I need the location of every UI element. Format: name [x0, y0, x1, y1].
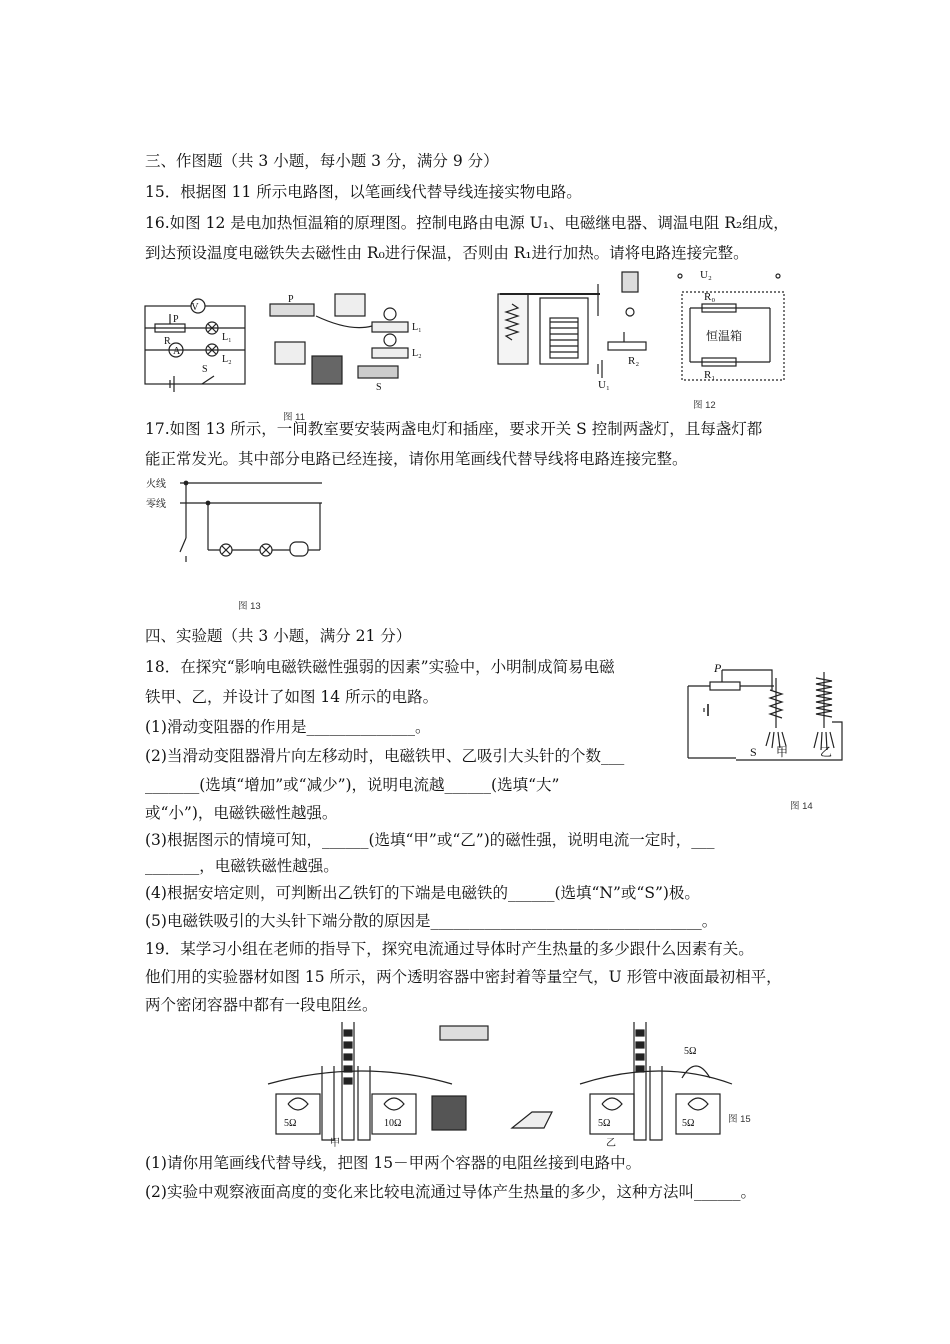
- question-19-line3: 两个密闭容器中都有一段电阻丝。: [145, 996, 378, 1014]
- figure-12: [490, 268, 790, 391]
- svg-text:R: R: [164, 336, 171, 347]
- svg-text:A: A: [173, 346, 181, 357]
- figure-13: [140, 470, 340, 570]
- figure-15-resistor-jia-left: 5Ω: [284, 1118, 297, 1129]
- figure-12-box-label: 恒温箱: [706, 329, 743, 343]
- question-18-part4: (4)根据安培定则，可判断出乙铁钉的下端是电磁铁的______(选填“N”或“S”)极。: [145, 884, 700, 902]
- figure-14: [684, 660, 844, 768]
- svg-text:L₁: L₁: [412, 322, 422, 333]
- question-18-part3a: (3)根据图示的情境可知，______(选填“甲”或“乙”)的磁性强，说明电流一定时，___: [145, 831, 715, 849]
- figure-11: [140, 292, 420, 392]
- figure-13-caption: 图 13: [238, 601, 261, 612]
- svg-text:L₂: L₂: [222, 354, 232, 365]
- question-19-part2: (2)实验中观察液面高度的变化来比较电流通过导体产生热量的多少，这种方法叫______。: [145, 1183, 756, 1201]
- question-19-part1: (1)请你用笔画线代替导线，把图 15－甲两个容器的电阻丝接到电路中。: [145, 1154, 642, 1172]
- section3-heading: 三、作图题（共 3 小题，每小题 3 分，满分 9 分）: [145, 152, 499, 170]
- svg-text:R₂: R₂: [628, 355, 640, 367]
- figure-15-resistor-yi-left: 5Ω: [598, 1118, 611, 1129]
- figure-14-label-jia: 甲: [776, 745, 789, 759]
- figure-15-label-jia: 甲: [330, 1138, 340, 1149]
- svg-text:S: S: [376, 382, 382, 393]
- question-18-part1: (1)滑动变阻器的作用是______________。: [145, 718, 431, 736]
- svg-text:R₁: R₁: [704, 369, 716, 381]
- svg-text:R₀: R₀: [704, 291, 716, 303]
- question-18-line2: 铁甲、乙，并设计了如图 14 所示的电路。: [145, 688, 439, 706]
- figure-15-resistor-yi-external: 5Ω: [684, 1046, 697, 1057]
- question-18-part5: (5)电磁铁吸引的大头针下端分散的原因是___________________________________。: [145, 912, 718, 930]
- question-16-line2: 到达预设温度电磁铁失去磁性由 R₀进行保温，否则由 R₁进行加热。请将电路连接完整。: [145, 244, 749, 262]
- svg-text:U₂: U₂: [700, 269, 712, 281]
- figure-12-caption: 图 12: [693, 400, 716, 411]
- svg-text:L₂: L₂: [412, 348, 422, 359]
- question-18-part2b: _______(选填“增加”或“减少”)，说明电流越______(选填“大”: [145, 776, 560, 794]
- svg-text:U₁: U₁: [598, 379, 610, 391]
- figure-13-neutral-label: 零线: [146, 499, 166, 510]
- question-19-line1: 19．某学习小组在老师的指导下，探究电流通过导体时产生热量的多少跟什么因素有关。: [145, 940, 754, 958]
- figure-15-label-yi: 乙: [606, 1138, 616, 1149]
- figure-14-label-yi: 乙: [820, 745, 833, 759]
- svg-text:S: S: [750, 745, 757, 759]
- question-18-part2a: (2)当滑动变阻器滑片向左移动时，电磁铁甲、乙吸引大头针的个数___: [145, 747, 625, 765]
- svg-text:P: P: [173, 314, 179, 325]
- figure-15-caption: 图 15: [728, 1114, 751, 1125]
- figure-15-resistor-jia-right: 10Ω: [384, 1118, 402, 1129]
- figure-15: [262, 1018, 732, 1148]
- svg-text:P: P: [288, 294, 294, 305]
- question-16-line1: 16.如图 12 是电加热恒温箱的原理图。控制电路由电源 U₁、电磁继电器、调温电阻 R₂组成，: [145, 214, 789, 232]
- question-17-line2: 能正常发光。其中部分电路已经连接，请你用笔画线代替导线将电路连接完整。: [145, 450, 688, 468]
- question-18-line1: 18．在探究“影响电磁铁磁性强弱的因素”实验中，小明制成简易电磁: [145, 658, 615, 676]
- svg-text:P: P: [714, 661, 722, 675]
- figure-11-caption: 图 11: [283, 412, 306, 423]
- question-18-part3b: _______，电磁铁磁性越强。: [145, 857, 339, 875]
- figure-14-caption: 图 14: [790, 801, 813, 812]
- question-18-part2c: 或“小”)，电磁铁磁性越强。: [145, 804, 338, 822]
- question-15: 15．根据图 11 所示电路图，以笔画线代替导线连接实物电路。: [145, 183, 582, 201]
- svg-text:S: S: [202, 364, 208, 375]
- section4-heading: 四、实验题（共 3 小题，满分 21 分）: [145, 627, 412, 645]
- svg-text:L₁: L₁: [222, 332, 232, 343]
- question-19-line2: 他们用的实验器材如图 15 所示，两个透明容器中密封着等量空气，U 形管中液面最初相平，: [145, 968, 782, 986]
- question-17-line1: 17.如图 13 所示，一间教室要安装两盏电灯和插座，要求开关 S 控制两盏灯，且每盏灯都: [145, 420, 763, 438]
- figure-15-resistor-yi-right: 5Ω: [682, 1118, 695, 1129]
- svg-text:V: V: [191, 302, 199, 313]
- figure-13-live-label: 火线: [146, 479, 166, 490]
